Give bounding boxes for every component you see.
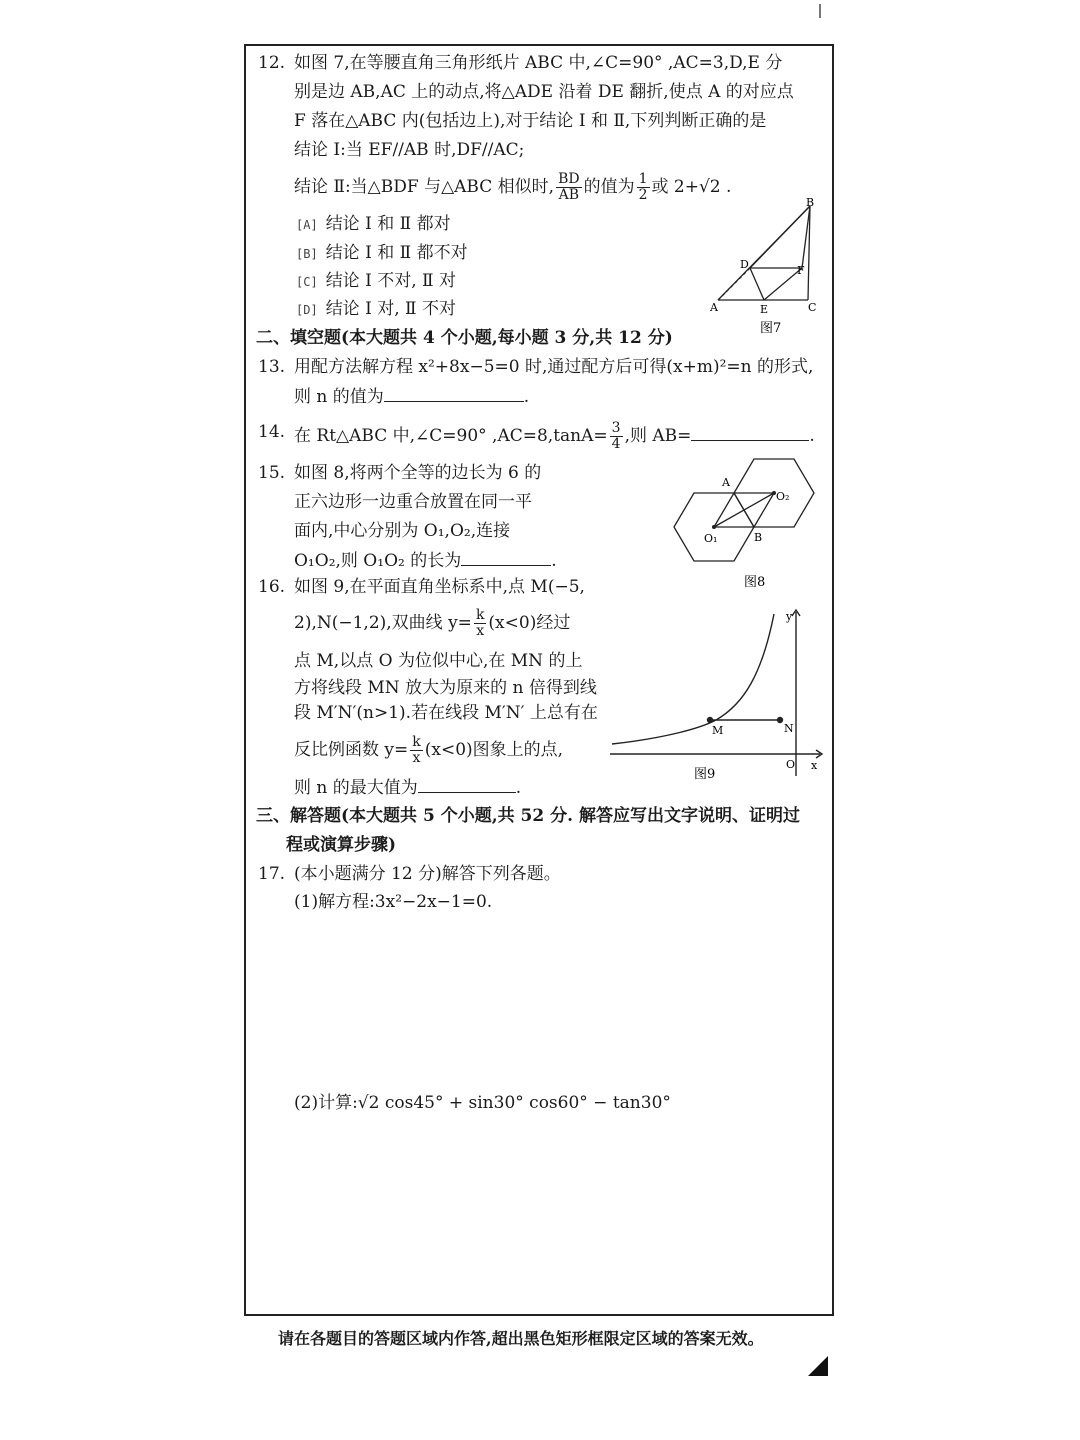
q13-number: 13. [258,357,286,377]
fig7-label-d: D [740,258,749,271]
q12-line1: 如图 7,在等腰直角三角形纸片 ABC 中,∠C=90° ,AC=3,D,E 分 [294,53,783,73]
q15-line3: 面内,中心分别为 O₁,O₂,连接 [294,521,511,541]
q16-line2 [294,608,570,639]
q14-frac-num: 3 [611,420,621,436]
q12-line3: F 落在△ABC 内(包括边上),对于结论 Ⅰ 和 Ⅱ,下列判断正确的是 [294,111,767,131]
q16-fraction-kx-2 [410,735,422,766]
q12-line4: 结论 Ⅰ:当 EF//AB 时,DF//AC; [294,140,525,160]
q17-number: 17. [258,864,286,884]
section-3-title-cont: 程或演算步骤) [286,835,397,855]
q12-line5-mid: 的值为 [583,177,635,197]
fig7-label-c: C [808,301,817,314]
q16-line4: 方将线段 MN 放大为原来的 n 倍得到线 [294,678,597,698]
q12-half-num: 1 [638,171,648,187]
q15-answer-blank [461,549,551,566]
fig7-label-b: B [806,196,815,209]
q14-fraction [610,421,623,452]
q12-line5-pre: 结论 Ⅱ:当△BDF 与△ABC 相似时, [294,177,555,197]
q12-option-d [296,298,456,321]
q15-line2: 正六边形一边重合放置在同一平 [294,492,532,512]
q13-answer-blank [384,385,524,402]
q14-post: ,则 AB= [624,426,692,446]
q16-x-2: x [412,750,421,766]
fig7-label-e: E [760,303,769,316]
q16-x: x [476,623,485,639]
q13-line2: 则 n 的值为 . [294,387,530,407]
q12-number: 12. [258,53,286,73]
option-b-tag: [B] [296,247,318,261]
q12-line5-post: 或 2+√2 . [651,177,732,197]
q17-part2: (2)计算:√2 cos45° + sin30° cos60° − tan30° [294,1093,671,1113]
q16-line7-text: 则 n 的最大值为 [294,778,418,798]
fig9-label-y: y [786,610,793,623]
figure-9 [606,604,828,786]
fig7-label-a: A [710,301,718,314]
option-a-text: 结论 Ⅰ 和 Ⅱ 都对 [325,214,451,234]
q12-fraction-bd-ab [556,172,582,203]
q16-line2b: (x<0)经过 [488,613,571,633]
q12-line5 [294,172,731,203]
option-c-tag: [C] [296,275,318,289]
q12-frac-den: AB [558,187,580,203]
q16-k: k [475,607,485,623]
section-2-title: 二、填空题(本大题共 4 个小题,每小题 3 分,共 12 分) [256,328,673,348]
option-a-tag: [A] [296,218,318,232]
q16-line3: 点 M,以点 O 为位似中心,在 MN 的上 [294,651,583,671]
option-d-tag: [D] [296,303,318,317]
fig8-label-a: A [722,476,730,489]
q16-line6a: 反比例函数 y= [294,740,409,760]
q14-pre: 在 Rt△ABC 中,∠C=90° ,AC=8,tanA= [294,426,608,446]
fig7-caption: 图7 [760,321,782,336]
fig8-label-b: B [754,531,763,544]
fig9-label-m: M [712,724,724,737]
fig8-label-o2: O₂ [776,490,790,503]
fig9-label-o: O [786,758,796,771]
q16-answer-blank [418,776,516,793]
q13-line1: 用配方法解方程 x²+8x−5=0 时,通过配方后可得(x+m)²=n 的形式, [294,357,814,377]
fig9-caption: 图9 [694,767,716,782]
fig8-label-o1: O₁ [704,532,718,545]
q14-line: 在 Rt△ABC 中,∠C=90° ,AC=8,tanA= $\frac{3}{4}$ ,则 AB= . [294,420,815,452]
q16-line5: 段 M′N′(n>1).若在线段 M′N′ 上总有在 [294,703,598,723]
scan-mark [819,4,825,18]
answer-area-notice: 请在各题目的答题区域内作答,超出黑色矩形框限定区域的答案无效。 [278,1329,764,1348]
q12-line2: 别是边 AB,AC 上的动点,将△ADE 沿着 DE 翻折,使点 A 的对应点 [294,82,794,102]
q16-number: 16. [258,577,286,597]
fig8-caption: 图8 [744,575,766,590]
option-b-text: 结论 Ⅰ 和 Ⅱ 都不对 [325,243,468,263]
q16-fraction-kx [474,608,486,639]
q16-k-2: k [412,734,421,750]
q14-answer-blank [691,424,809,441]
fig7-label-f: F [797,264,805,277]
q12-fraction-half [637,172,650,203]
q12-half-den: 2 [638,187,648,203]
q12-option-b [296,242,468,265]
q15-line4-text: O₁O₂,则 O₁O₂ 的长为 [294,551,462,571]
q16-line2a: 2),N(−1,2),双曲线 y= [294,613,472,633]
q15-line1: 如图 8,将两个全等的边长为 6 的 [294,463,542,483]
q12-option-c [296,270,456,293]
fig9-label-n: N [784,722,794,735]
q14-frac-den: 4 [611,436,621,452]
q16-line6b: (x<0)图象上的点, [424,740,564,760]
q13-line2-text: 则 n 的值为 [294,387,384,407]
corner-mark [808,1356,828,1376]
figure-7 [700,196,830,338]
section-3-title: 三、解答题(本大题共 5 个小题,共 52 分. 解答应写出文字说明、证明过 [256,806,800,826]
figure-8 [664,448,824,594]
q16-line7: 则 n 的最大值为 . [294,778,522,798]
q15-number: 15. [258,463,286,483]
option-c-text: 结论 Ⅰ 不对, Ⅱ 对 [325,271,456,291]
q17-head: (本小题满分 12 分)解答下列各题。 [294,864,561,884]
q17-part1: (1)解方程:3x²−2x−1=0. [294,892,493,912]
option-d-text: 结论 Ⅰ 对, Ⅱ 不对 [325,299,456,319]
q14-number: 14. [258,422,286,442]
q15-line4: O₁O₂,则 O₁O₂ 的长为 . [294,551,557,571]
q12-option-a [296,213,451,236]
fig9-label-x: x [811,759,818,772]
q12-frac-num: BD [558,171,580,187]
q16-line6 [294,735,563,766]
q16-line1: 如图 9,在平面直角坐标系中,点 M(−5, [294,577,585,597]
